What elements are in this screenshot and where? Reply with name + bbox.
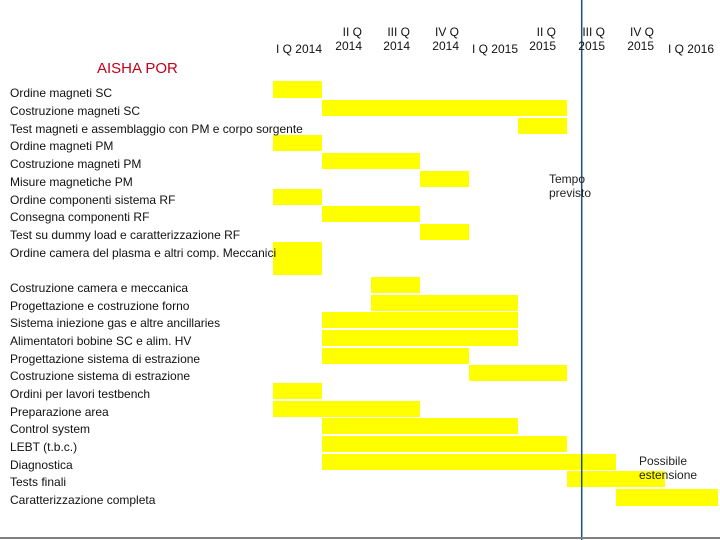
task-label: Preparazione area bbox=[10, 405, 109, 419]
task-label: Tests finali bbox=[10, 475, 67, 489]
task-label: Control system bbox=[10, 422, 91, 436]
annotation-label: Possibile estensione bbox=[639, 454, 698, 482]
quarter-header: III Q 2015 bbox=[578, 25, 605, 53]
quarter-header: IV Q 2015 bbox=[627, 25, 654, 53]
task-label: Costruzione magneti PM bbox=[10, 157, 142, 171]
task-label: Progettazione e costruzione forno bbox=[10, 299, 190, 313]
task-label: Progettazione sistema di estrazione bbox=[10, 352, 201, 366]
task-bar bbox=[322, 436, 567, 452]
task-bar bbox=[273, 401, 420, 417]
task-bar bbox=[518, 118, 567, 134]
task-label: Diagnostica bbox=[10, 458, 73, 472]
task-label: Ordine magneti PM bbox=[10, 139, 114, 153]
task-bar bbox=[273, 81, 322, 98]
task-label: Alimentatori bobine SC e alim. HV bbox=[10, 334, 192, 348]
task-bar bbox=[420, 171, 469, 187]
task-label: Consegna componenti RF bbox=[10, 210, 150, 224]
quarter-header: I Q 2015 bbox=[471, 42, 518, 56]
chart-title: AISHA POR bbox=[97, 60, 178, 77]
annotation-label: Tempo previsto bbox=[549, 172, 592, 200]
task-label: Test su dummy load e caratterizzazione RF bbox=[10, 228, 241, 242]
task-label: Ordine camera del plasma e altri comp. Meccanici bbox=[10, 246, 277, 260]
task-bar bbox=[322, 330, 518, 346]
quarter-header: I Q 2016 bbox=[667, 42, 714, 56]
task-label: Ordine componenti sistema RF bbox=[10, 193, 176, 207]
task-bar bbox=[420, 224, 469, 240]
quarter-header: II Q 2015 bbox=[529, 25, 556, 53]
task-label: Caratterizzazione completa bbox=[10, 493, 156, 507]
task-label: Ordine magneti SC bbox=[10, 86, 113, 100]
task-bar bbox=[273, 189, 322, 205]
quarter-header: III Q 2014 bbox=[383, 25, 410, 53]
task-bar bbox=[322, 153, 420, 169]
task-label: Sistema iniezione gas e altre ancillaries bbox=[10, 316, 221, 330]
task-bar bbox=[322, 312, 518, 328]
task-bar bbox=[322, 454, 616, 470]
quarter-header: II Q 2014 bbox=[335, 25, 362, 53]
quarter-header: I Q 2014 bbox=[275, 42, 322, 56]
task-label: Ordini per lavori testbench bbox=[10, 387, 151, 401]
task-label: Costruzione camera e meccanica bbox=[10, 281, 189, 295]
task-label: Test magneti e assemblaggio con PM e corpo sorgente bbox=[10, 122, 303, 136]
task-bar bbox=[371, 295, 518, 311]
task-bar bbox=[616, 489, 718, 506]
task-bar bbox=[322, 418, 518, 434]
task-label: Misure magnetiche PM bbox=[10, 175, 133, 189]
task-label: LEBT (t.b.c.) bbox=[10, 440, 78, 454]
task-bar bbox=[273, 135, 322, 151]
task-label: Costruzione magneti SC bbox=[10, 104, 141, 118]
task-bar bbox=[371, 277, 420, 293]
task-bar bbox=[322, 348, 469, 364]
quarter-header: IV Q 2014 bbox=[432, 25, 459, 53]
task-bar bbox=[273, 242, 322, 275]
task-bar bbox=[322, 206, 420, 222]
task-bar bbox=[322, 100, 567, 116]
task-bar bbox=[273, 383, 322, 399]
task-bar bbox=[469, 365, 567, 381]
task-label: Costruzione sistema di estrazione bbox=[10, 369, 191, 383]
